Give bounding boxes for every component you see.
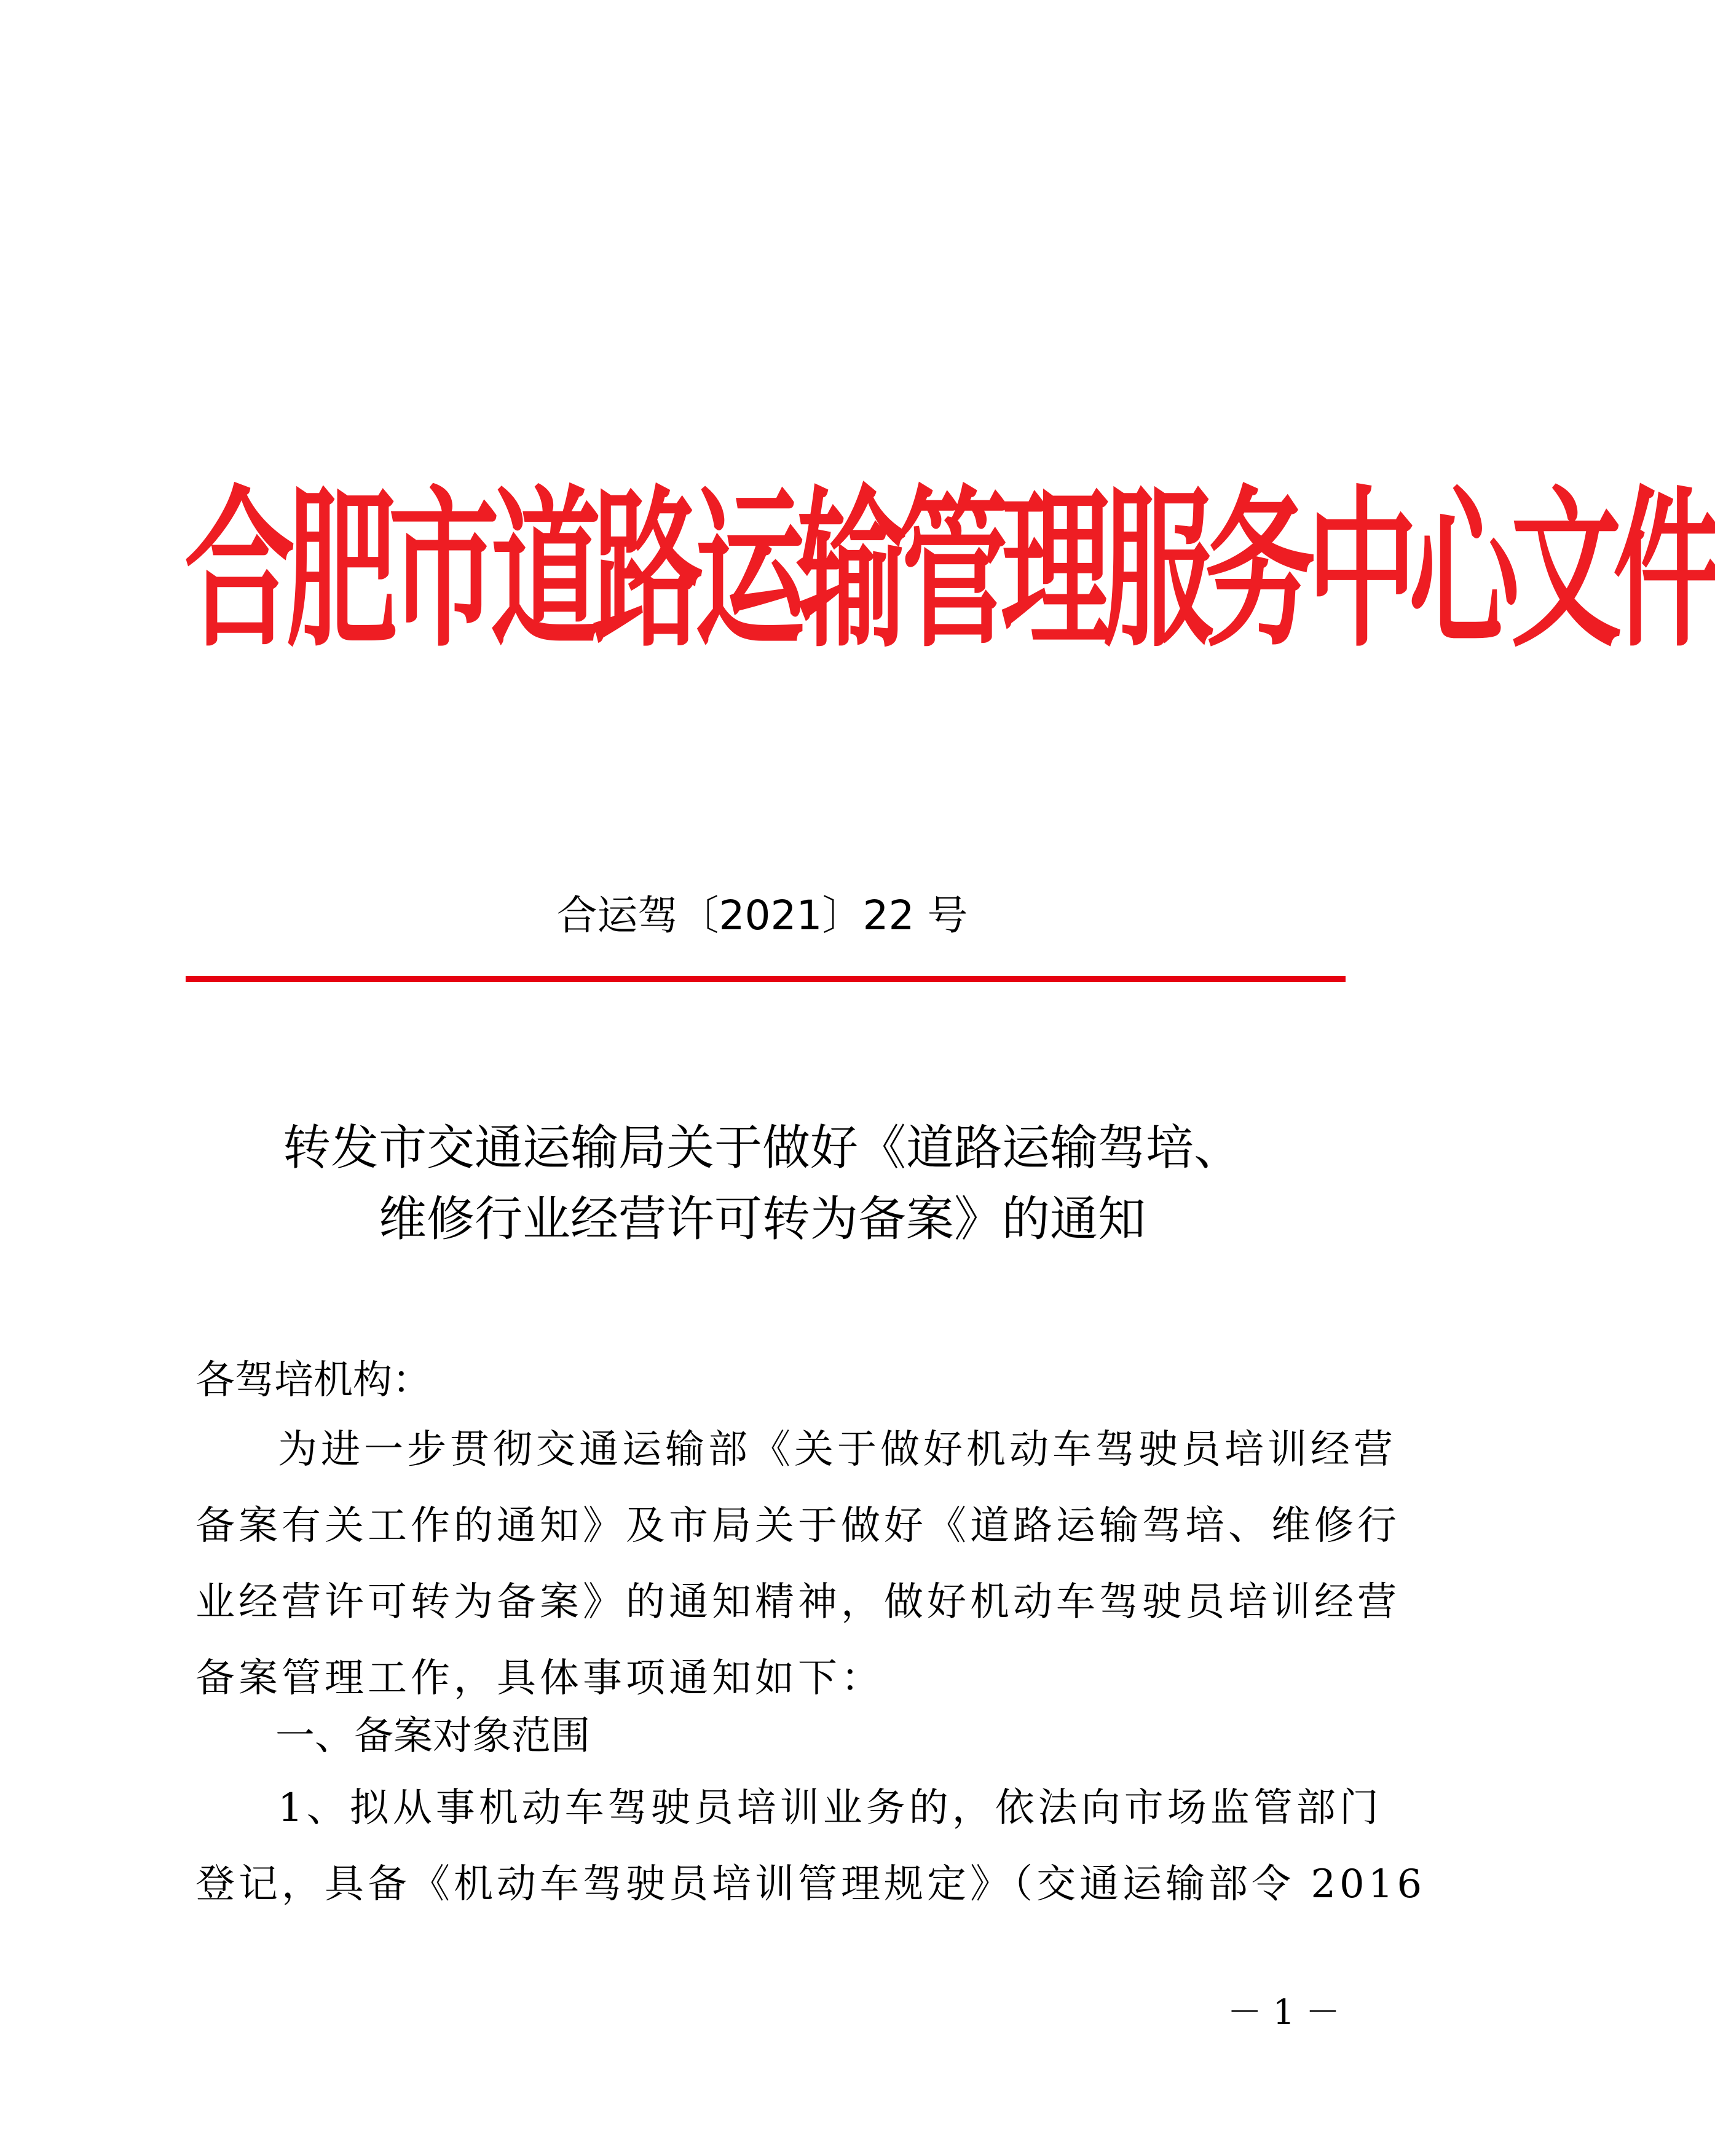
notice-title-line: 维修行业经营许可转为备案》的通知 — [378, 1192, 1146, 1247]
red-divider-line — [186, 976, 1346, 982]
paragraph-line: 备案有关工作的通知》及市局关于做好《道路运输驾培、维修行 — [195, 1503, 1400, 1549]
paragraph-line: 业经营许可转为备案》的通知精神，做好机动车驾驶员培训经营 — [195, 1580, 1400, 1625]
paragraph-line: 登记，具备《机动车驾驶员培训管理规定》（交通运输部令 2016 — [195, 1862, 1426, 1907]
page-number: － 1 － — [1227, 1993, 1340, 2032]
paragraph-line: 备案管理工作，具体事项通知如下： — [195, 1656, 884, 1701]
paragraph-line: 1、拟从事机动车驾驶员培训业务的，依法向市场监管部门 — [278, 1785, 1382, 1831]
body-paragraph-2 — [195, 1770, 1426, 1922]
notice-title-line: 转发市交通运输局关于做好《道路运输驾培、 — [282, 1120, 1242, 1176]
notice-title — [184, 1112, 1340, 1255]
document-number: 合运驾〔2021〕22 号 — [556, 892, 968, 939]
section-heading: 一、备案对象范围 — [275, 1713, 590, 1759]
salutation: 各驾培机构： — [195, 1358, 432, 1403]
issuer-header-title: 合肥市道路运输管理服务中心文件 — [184, 471, 1715, 671]
body-paragraph-1 — [195, 1412, 1400, 1717]
paragraph-line: 为进一步贯彻交通运输部《关于做好机动车驾驶员培训经营 — [278, 1427, 1397, 1473]
